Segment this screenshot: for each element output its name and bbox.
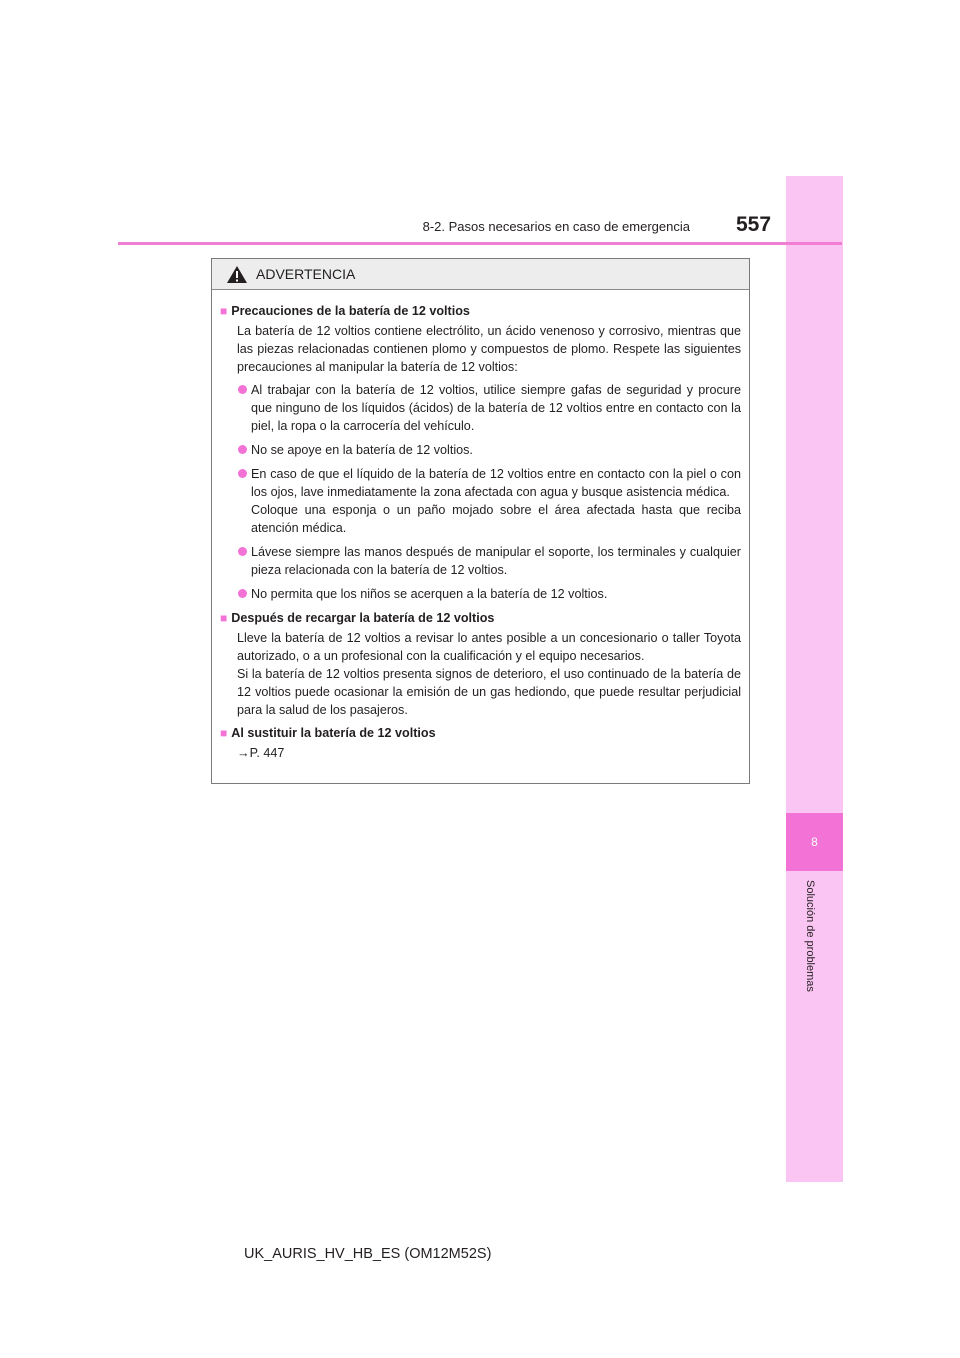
square-bullet-icon: ■ bbox=[220, 304, 228, 318]
list-item: Lávese siempre las manos después de manipular el soporte, los terminales y cualquier pieza relacionada con la batería de 12 voltios. bbox=[220, 543, 741, 579]
warning-box bbox=[211, 258, 750, 784]
list-item: Al trabajar con la batería de 12 voltios, utilice siempre gafas de seguridad y procure que ninguno de los líquidos (ácidos) de la batería de 12 voltios entre en contacto con la piel, la ropa o la carrocería del vehículo. bbox=[220, 381, 741, 435]
page-number: 557 bbox=[736, 213, 772, 236]
square-bullet-icon: ■ bbox=[220, 611, 228, 625]
warning-body bbox=[212, 290, 749, 762]
bullet-dot-icon bbox=[238, 385, 247, 394]
square-bullet-icon: ■ bbox=[220, 726, 228, 740]
side-tab bbox=[786, 176, 843, 1182]
bullet-dot-icon bbox=[238, 547, 247, 556]
list-item: No se apoye en la batería de 12 voltios. bbox=[220, 441, 741, 459]
bullet-dot-icon bbox=[238, 445, 247, 454]
chapter-number: 8 bbox=[786, 813, 843, 871]
chapter-label: Solución de problemas bbox=[804, 880, 816, 992]
warning-title: ADVERTENCIA bbox=[256, 266, 356, 282]
section-heading: ■ Después de recargar la batería de 12 voltios bbox=[220, 611, 495, 625]
bullet-dot-icon bbox=[238, 589, 247, 598]
section-heading: ■ Al sustituir la batería de 12 voltios bbox=[220, 726, 436, 740]
warning-header bbox=[212, 259, 749, 290]
footer-code: UK_AURIS_HV_HB_ES (OM12M52S) bbox=[244, 1246, 492, 1262]
list-item: En caso de que el líquido de la batería de 12 voltios entre en contacto con la piel o con los ojos, lave inmediatamente la zona afectada con agua y busque asistencia médica. Coloque una esponja o un paño mojado sobre el área afectada hasta que reciba atención médica. bbox=[220, 465, 741, 537]
section-heading: ■ Precauciones de la batería de 12 voltios bbox=[220, 304, 470, 318]
list-item: No permita que los niños se acerquen a la batería de 12 voltios. bbox=[220, 585, 741, 603]
warning-triangle-icon bbox=[226, 265, 248, 284]
header-rule bbox=[118, 242, 842, 245]
page-reference: →P. 447 bbox=[237, 746, 285, 760]
section-title: 8-2. Pasos necesarios en caso de emergencia bbox=[422, 219, 690, 234]
bullet-dot-icon bbox=[238, 469, 247, 478]
paragraph: Lleve la batería de 12 voltios a revisar lo antes posible a un concesionario o taller Toyota autorizado, o a un profesional con la cualificación y el equipo necesarios. Si la batería de 12 voltios presenta signos de deterioro, el uso continuado de la batería de 12 voltios puede ocasionar la emisión de un gas hediondo, que puede resultar perjudicial para la salud de los pasajeros. bbox=[237, 631, 741, 717]
paragraph: La batería de 12 voltios contiene electrólito, un ácido venenoso y corrosivo, mientras que las piezas relacionadas contienen plomo y compuestos de plomo. Respete las siguientes precauciones al manipular la batería de 12 voltios: bbox=[237, 324, 741, 374]
